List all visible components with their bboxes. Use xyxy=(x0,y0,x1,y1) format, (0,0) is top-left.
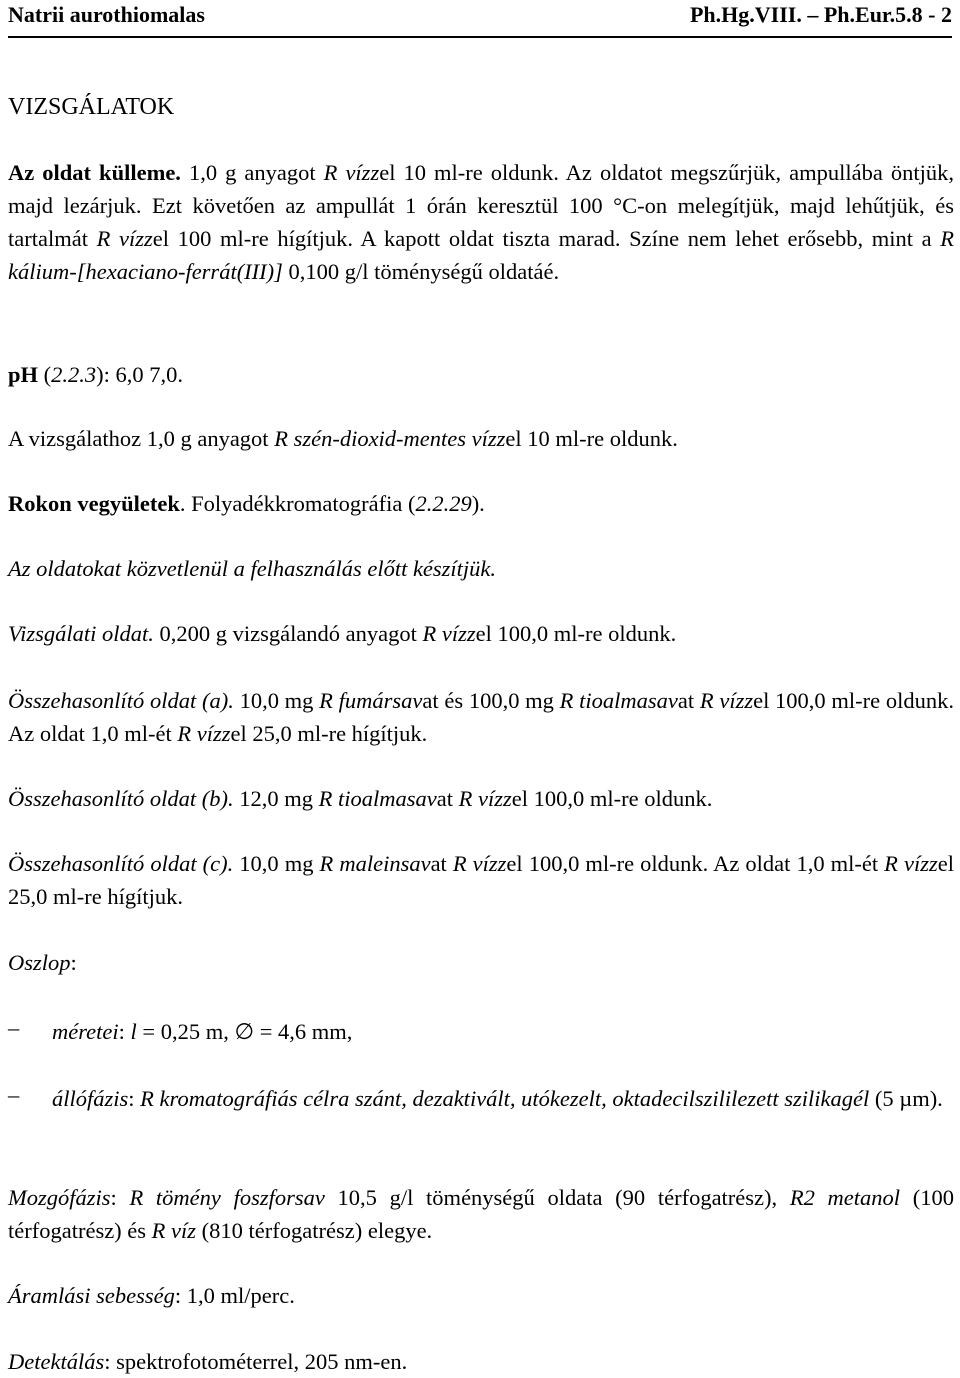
text-run: el 10 ml-re oldunk. Az oldatot megszűrjük, ampullába öntjük, majd lezárjuk. Ezt követően az ampullát 1 órán keresztül 100 °C-on melegítjük, majd lehűtjük, és tartalmát xyxy=(8,160,954,251)
column-heading xyxy=(8,946,954,979)
reagent-ref: R tömény foszforsav xyxy=(129,1185,325,1210)
text-run: 1,0 g anyagot xyxy=(180,160,324,185)
header-title: Natrii aurothiomalas xyxy=(8,2,205,27)
text-run: 0,100 g/l töménységű oldatáé. xyxy=(282,259,560,284)
ph-preparation xyxy=(8,422,954,455)
dimensions-label: méretei xyxy=(52,1019,119,1044)
flow-rate xyxy=(8,1279,954,1312)
reagent-ref: R kálium-[hexaciano-ferrát(III)] xyxy=(8,226,955,284)
mobile-label: Mozgófázis xyxy=(8,1185,111,1210)
flow-label: Áramlási sebesség xyxy=(8,1283,175,1308)
text-run: . Folyadékkromatográfia ( xyxy=(179,491,416,516)
appearance-paragraph xyxy=(8,156,954,288)
ph-line xyxy=(8,358,954,391)
text-run: = 4,6 mm, xyxy=(254,1019,353,1044)
text-run: : xyxy=(128,1086,141,1111)
text-run: el 10 ml-re oldunk. xyxy=(505,426,678,451)
ph-label: pH xyxy=(8,362,39,387)
text-run: el 100,0 ml-re oldunk. Az oldat 1,0 ml-ét xyxy=(506,851,885,876)
reference-solution-a xyxy=(8,684,954,750)
solution-label: Összehasonlító oldat (c). xyxy=(8,851,234,876)
text-run: el 100,0 ml-re oldunk. Az oldat 1,0 ml-ét xyxy=(8,688,954,746)
column-dimensions xyxy=(52,1015,956,1048)
reagent-ref: R fumársav xyxy=(319,688,423,713)
reagent-ref: R vízz xyxy=(699,688,754,713)
running-header xyxy=(8,0,952,38)
stationary-label: állófázis xyxy=(52,1086,129,1111)
text-run: : xyxy=(70,950,77,975)
text-run: : xyxy=(118,1019,131,1044)
text-run: el 100,0 ml-re oldunk. xyxy=(475,621,677,646)
text-run: at xyxy=(436,786,459,811)
reagent-ref: R szén-dioxid-mentes vízz xyxy=(274,426,506,451)
solution-label: Összehasonlító oldat (a). xyxy=(8,688,234,713)
stationary-phase xyxy=(52,1082,956,1115)
method-ref: 2.2.29 xyxy=(415,491,472,516)
reagent-ref: R tioalmasav xyxy=(318,786,437,811)
text-run: el 25,0 ml-re hígítjuk. xyxy=(230,721,428,746)
reference-solution-b xyxy=(8,782,954,815)
reference-solution-c xyxy=(8,847,954,913)
reagent-ref: R2 metanol xyxy=(789,1185,901,1210)
text-run: (100 térfogatrész) és xyxy=(8,1185,954,1243)
reagent-ref: R tioalmasav xyxy=(559,688,678,713)
detection xyxy=(8,1345,954,1378)
text-run: at és 100,0 mg xyxy=(422,688,560,713)
reagent-ref: R vízz xyxy=(452,851,507,876)
column-label: Oszlop xyxy=(8,950,71,975)
text-run: = 0,25 m, xyxy=(136,1019,235,1044)
related-label: Rokon vegyületek xyxy=(8,491,180,516)
text-run: (810 térfogatrész) elegye. xyxy=(196,1218,433,1243)
section-title: VIZSGÁLATOK xyxy=(8,94,175,120)
text-run: ( xyxy=(38,362,52,387)
reagent-ref: R vízz xyxy=(422,621,476,646)
list-dash: – xyxy=(8,1015,20,1040)
text-run: ): 6,0 7,0. xyxy=(96,362,184,387)
reagent-ref: R vízz xyxy=(323,160,380,185)
header-reference: Ph.Hg.VIII. – Ph.Eur.5.8 - 2 xyxy=(689,2,952,27)
text-run: 10,0 mg xyxy=(233,688,320,713)
text-run: 0,200 g vizsgálandó anyagot xyxy=(153,621,423,646)
diameter-icon: ∅ xyxy=(234,1019,255,1044)
list-dash: – xyxy=(8,1082,20,1107)
text-run: : xyxy=(110,1185,130,1210)
solution-label: Összehasonlító oldat (b). xyxy=(8,786,234,811)
text-run: 12,0 mg xyxy=(233,786,319,811)
text-run: 10,5 g/l töménységű oldata (90 térfogatrész), xyxy=(324,1185,790,1210)
reagent-ref: R vízz xyxy=(177,721,231,746)
text-run: : spektrofotométerrel, 205 nm-en. xyxy=(104,1349,408,1374)
text-run: A vizsgálathoz 1,0 g anyagot xyxy=(8,426,275,451)
method-ref: 2.2.3 xyxy=(51,362,97,387)
reagent-ref: R víz xyxy=(151,1218,197,1243)
reagent-ref: R kromatográfiás célra szánt, dezaktivált, utókezelt, oktadecilszililezett szilikagél xyxy=(140,1086,870,1111)
appearance-label: Az oldat külleme. xyxy=(8,160,181,185)
related-substances-line xyxy=(8,487,954,520)
test-solution xyxy=(8,617,954,650)
text-run: ). xyxy=(471,491,485,516)
text-run: el 100,0 ml-re oldunk. xyxy=(511,786,713,811)
length-symbol: l xyxy=(130,1019,137,1044)
mobile-phase xyxy=(8,1181,954,1247)
reagent-ref: R maleinsav xyxy=(319,851,431,876)
text-run: 10,0 mg xyxy=(233,851,320,876)
text-run: at xyxy=(677,688,700,713)
text-run: el 100 ml-re hígítjuk. A kapott oldat tiszta marad. Színe nem lehet erősebb, mint a xyxy=(152,226,941,251)
text-run: at xyxy=(430,851,453,876)
text-run: el 25,0 ml-re hígítjuk. xyxy=(8,851,954,909)
preparation-note: Az oldatokat közvetlenül a felhasználás előtt készítjük. xyxy=(8,556,497,581)
text-run: : 1,0 ml/perc. xyxy=(174,1283,295,1308)
reagent-ref: R vízz xyxy=(96,226,153,251)
detection-label: Detektálás xyxy=(8,1349,105,1374)
reagent-ref: R vízz xyxy=(458,786,512,811)
text-run: (5 µm). xyxy=(869,1086,943,1111)
solution-label: Vizsgálati oldat. xyxy=(8,621,154,646)
reagent-ref: R vízz xyxy=(884,851,938,876)
